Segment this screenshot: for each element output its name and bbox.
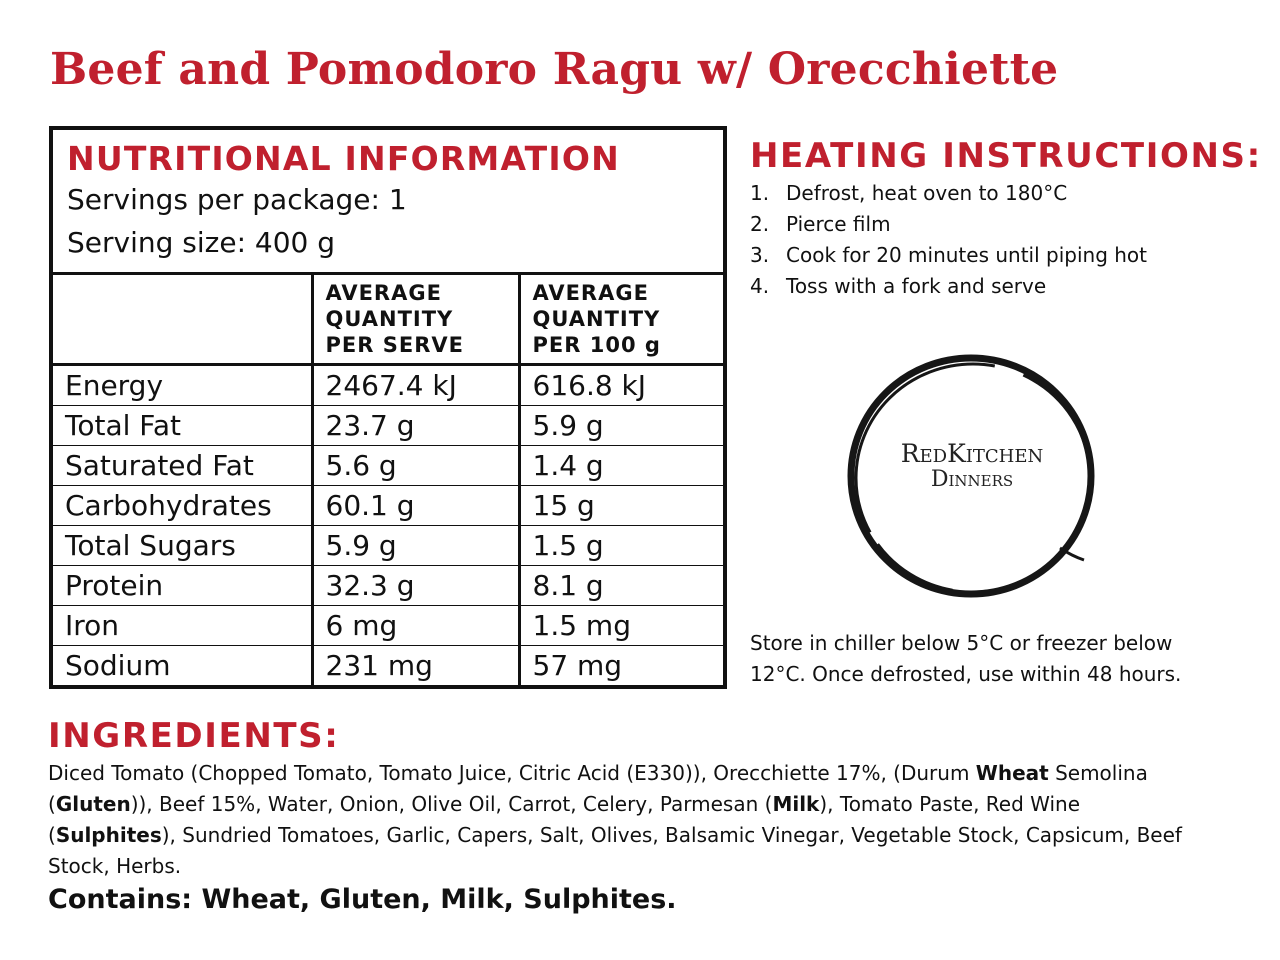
column-header-per-100g: AVERAGE QUANTITY PER 100 g [519, 275, 723, 365]
per-100g-value: 5.9 g [519, 406, 723, 446]
per-100g-value: 1.4 g [519, 446, 723, 486]
heating-step [750, 271, 1147, 302]
step-text: Cook for 20 minutes until piping hot [786, 243, 1148, 267]
nutrient-name: Iron [53, 606, 312, 646]
nutrient-name: Protein [53, 566, 312, 606]
nutrition-row [53, 486, 723, 526]
per-serve-value: 32.3 g [312, 566, 519, 606]
heating-step [750, 178, 1147, 209]
allergen-highlight: Wheat [975, 761, 1049, 785]
nutrition-row [53, 606, 723, 646]
storage-instructions: Store in chiller below 5°C or freezer below 12°C. Once defrosted, use within 48 hours. [750, 631, 1182, 686]
heating-steps [750, 178, 1147, 302]
ingredients-text: ), Tomato Paste, Red Wine ( [48, 792, 1081, 847]
nutrient-name: Total Sugars [53, 526, 312, 566]
step-number: 1. [750, 181, 770, 205]
allergen-highlight: Gluten [55, 792, 131, 816]
per-100g-value: 1.5 g [519, 526, 723, 566]
product-title: Beef and Pomodoro Ragu w/ Orecchiette [50, 44, 1059, 95]
ingredients-text: ), Sundried Tomatoes, Garlic, Capers, Salt, Olives, Balsamic Vinegar, Vegetable Stock, Capsicum, Beef Stock, Herbs. [48, 823, 1182, 878]
per-serve-value: 60.1 g [312, 486, 519, 526]
nutrition-row [53, 646, 723, 686]
nutrient-name: Energy [53, 365, 312, 406]
per-serve-value: 5.6 g [312, 446, 519, 486]
step-text: Pierce film [786, 212, 891, 236]
per-100g-value: 8.1 g [519, 566, 723, 606]
nutrition-panel [49, 126, 727, 689]
heating-step [750, 240, 1147, 271]
logo-wordmark [832, 440, 1112, 492]
step-text: Toss with a fork and serve [786, 274, 1047, 298]
nutrition-table-header [53, 275, 723, 365]
heating-step [750, 209, 1147, 240]
nutrition-row [53, 526, 723, 566]
logo-line-1: RedKitchen [900, 439, 1044, 468]
nutrition-table-body [53, 365, 723, 686]
allergen-highlight: Sulphites [55, 823, 162, 847]
nutrition-row [53, 365, 723, 406]
step-number: 3. [750, 243, 770, 267]
step-number: 2. [750, 212, 770, 236]
per-100g-value: 57 mg [519, 646, 723, 686]
nutrition-row [53, 406, 723, 446]
nutrient-name: Sodium [65, 649, 171, 682]
ingredients-text: Semolina ( [48, 761, 1148, 816]
brand-logo [832, 342, 1102, 612]
heating-heading: HEATING INSTRUCTIONS: [750, 136, 1262, 176]
per-serve-value: 5.9 g [312, 526, 519, 566]
nutrient-name: Total Fat [53, 406, 312, 446]
ingredients-list [48, 758, 1208, 882]
per-100g-value: 1.5 mg [519, 606, 723, 646]
ingredients-text: Diced Tomato (Chopped Tomato, Tomato Juice, Citric Acid (E330)), Orecchiette 17%, (Durum [48, 761, 976, 785]
per-100g-value: 15 g [519, 486, 723, 526]
servings-per-package: Servings per package: 1 [67, 183, 407, 216]
logo-line-2: Dinners [930, 467, 1014, 492]
allergen-highlight: Milk [772, 792, 820, 816]
per-serve-value: 2467.4 kJ [312, 365, 519, 406]
per-serve-value: 6 mg [312, 606, 519, 646]
nutrition-heading: NUTRITIONAL INFORMATION [67, 139, 620, 178]
column-header-per-serve: AVERAGE QUANTITY PER SERVE [312, 275, 519, 365]
nutrient-name: Carbohydrates [53, 486, 312, 526]
nutrition-table [53, 275, 723, 685]
nutrition-header [53, 130, 723, 275]
column-header-nutrient [53, 275, 312, 365]
per-serve-value: 231 mg [312, 646, 519, 686]
serving-size: Serving size: 400 g [67, 226, 336, 259]
ingredients-heading: INGREDIENTS: [48, 716, 340, 756]
nutrition-row [53, 446, 723, 486]
per-100g-value: 616.8 kJ [519, 365, 723, 406]
nutrition-row [53, 566, 723, 606]
ingredients-text: )), Beef 15%, Water, Onion, Olive Oil, Carrot, Celery, Parmesan ( [130, 792, 773, 816]
nutrient-name: Saturated Fat [53, 446, 312, 486]
step-text: Defrost, heat oven to 180°C [786, 181, 1068, 205]
allergen-statement: Contains: Wheat, Gluten, Milk, Sulphites. [48, 884, 677, 915]
step-number: 4. [750, 274, 770, 298]
per-serve-value: 23.7 g [312, 406, 519, 446]
